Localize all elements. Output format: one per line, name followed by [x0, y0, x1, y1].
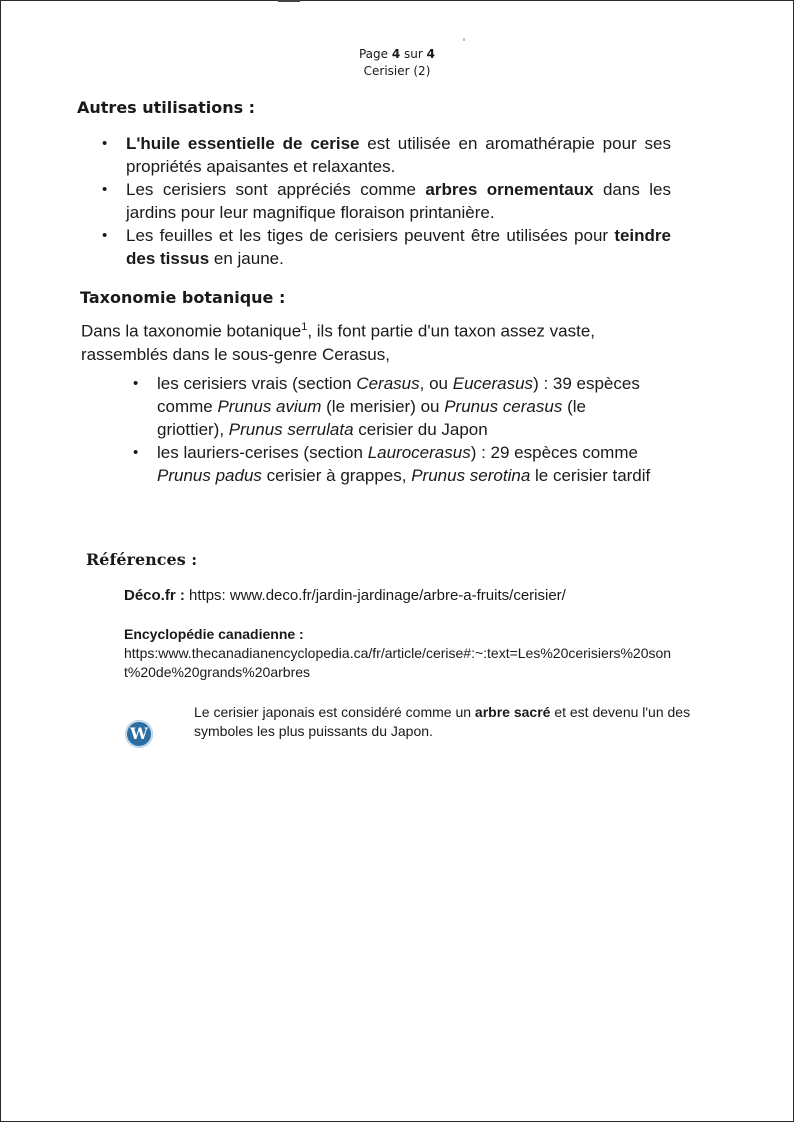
- text-run: les cerisiers vrais (section: [157, 374, 357, 393]
- taxonomie-intro: Dans la taxonomie botanique$^1$, ils font partie d'un taxon assez vaste, rassemblés dans le sous-genre Cerasus,: [81, 321, 596, 364]
- text-run: les lauriers-cerises (section: [157, 443, 368, 462]
- italic-text: Laurocerasus: [367, 443, 471, 462]
- scan-speck: [463, 38, 465, 41]
- italic-text: Prunus serrulata: [228, 420, 354, 439]
- document-subtitle: Cerisier (2): [363, 64, 431, 78]
- text-run: Les feuilles et les tiges de cerisiers peuvent être utilisées pour: [126, 226, 615, 245]
- italic-text: Cerasus: [356, 374, 420, 393]
- taxonomie-list: [157, 372, 657, 487]
- reference-encyclopedie-url[interactable]: https:www.thecanadianencyclopedia.ca/fr/article/cerise#:~:text=Les%20cerisiers%20sont%20de%20grands%20arbres: [124, 645, 672, 680]
- text-run: , ou: [419, 374, 453, 393]
- italic-text: Prunus serotina: [411, 466, 531, 485]
- reference-encyclopedie: Encyclopédie canadienne : https:www.thecanadianencyclopedia.ca/fr/article/cerise#:~:text=Les%20cerisiers%20sont%20de%20grands%20arbres: [124, 625, 684, 682]
- text-run: ) : 29 espèces comme: [470, 443, 638, 462]
- cerisier-japonais-note: Le cerisier japonais est considéré comme un arbre sacré et est devenu l'un des symboles les plus puissants du Japon.: [194, 704, 691, 739]
- italic-text: Prunus avium: [217, 397, 322, 416]
- autres-utilisations-list: [126, 132, 671, 270]
- reference-deco-url[interactable]: https: www.deco.fr/jardin-jardinage/arbre-a-fruits/cerisier/: [184, 587, 566, 604]
- list-item: [157, 372, 657, 441]
- reference-deco: Déco.fr : https: www.deco.fr/jardin-jardinage/arbre-a-fruits/cerisier/: [124, 587, 566, 604]
- text-run: (le merisier) ou: [321, 397, 445, 416]
- bold-text: arbres ornementaux: [425, 180, 594, 199]
- heading-autres-utilisations: Autres utilisations :: [77, 98, 256, 117]
- list-item: [126, 224, 671, 270]
- text-run: cerisier à grappes,: [261, 466, 412, 485]
- bold-text: L'huile essentielle de cerise: [126, 134, 360, 153]
- wordpress-icon: W: [125, 720, 153, 748]
- text-run: le cerisier tardif: [530, 466, 651, 485]
- text-run: ) : 39 espèces comme: [157, 374, 640, 416]
- bold-text: teindre des tissus: [126, 226, 671, 268]
- italic-text: Prunus padus: [157, 466, 262, 485]
- text-run: (le griottier),: [157, 397, 586, 439]
- heading-taxonomie: Taxonomie botanique :: [80, 288, 286, 307]
- list-item: [126, 178, 671, 224]
- list-item: [157, 441, 657, 487]
- text-run: cerisier du Japon: [353, 420, 488, 439]
- page-number: Page 4 sur 4: [358, 47, 435, 61]
- text-run: en jaune.: [209, 249, 284, 268]
- italic-text: Eucerasus: [452, 374, 534, 393]
- text-run: dans les jardins pour leur magnifique floraison printanière.: [126, 180, 671, 222]
- heading-references: Références :: [86, 550, 198, 569]
- text-run: Les cerisiers sont appréciés comme: [126, 180, 426, 199]
- footnote-mark: 1: [301, 321, 308, 333]
- scan-mark: [278, 0, 300, 2]
- text-run: est utilisée en aromathérapie pour ses propriétés apaisantes et relaxantes.: [126, 134, 671, 176]
- italic-text: Prunus cerasus: [444, 397, 563, 416]
- page-header: [0, 46, 794, 80]
- list-item: [126, 132, 671, 178]
